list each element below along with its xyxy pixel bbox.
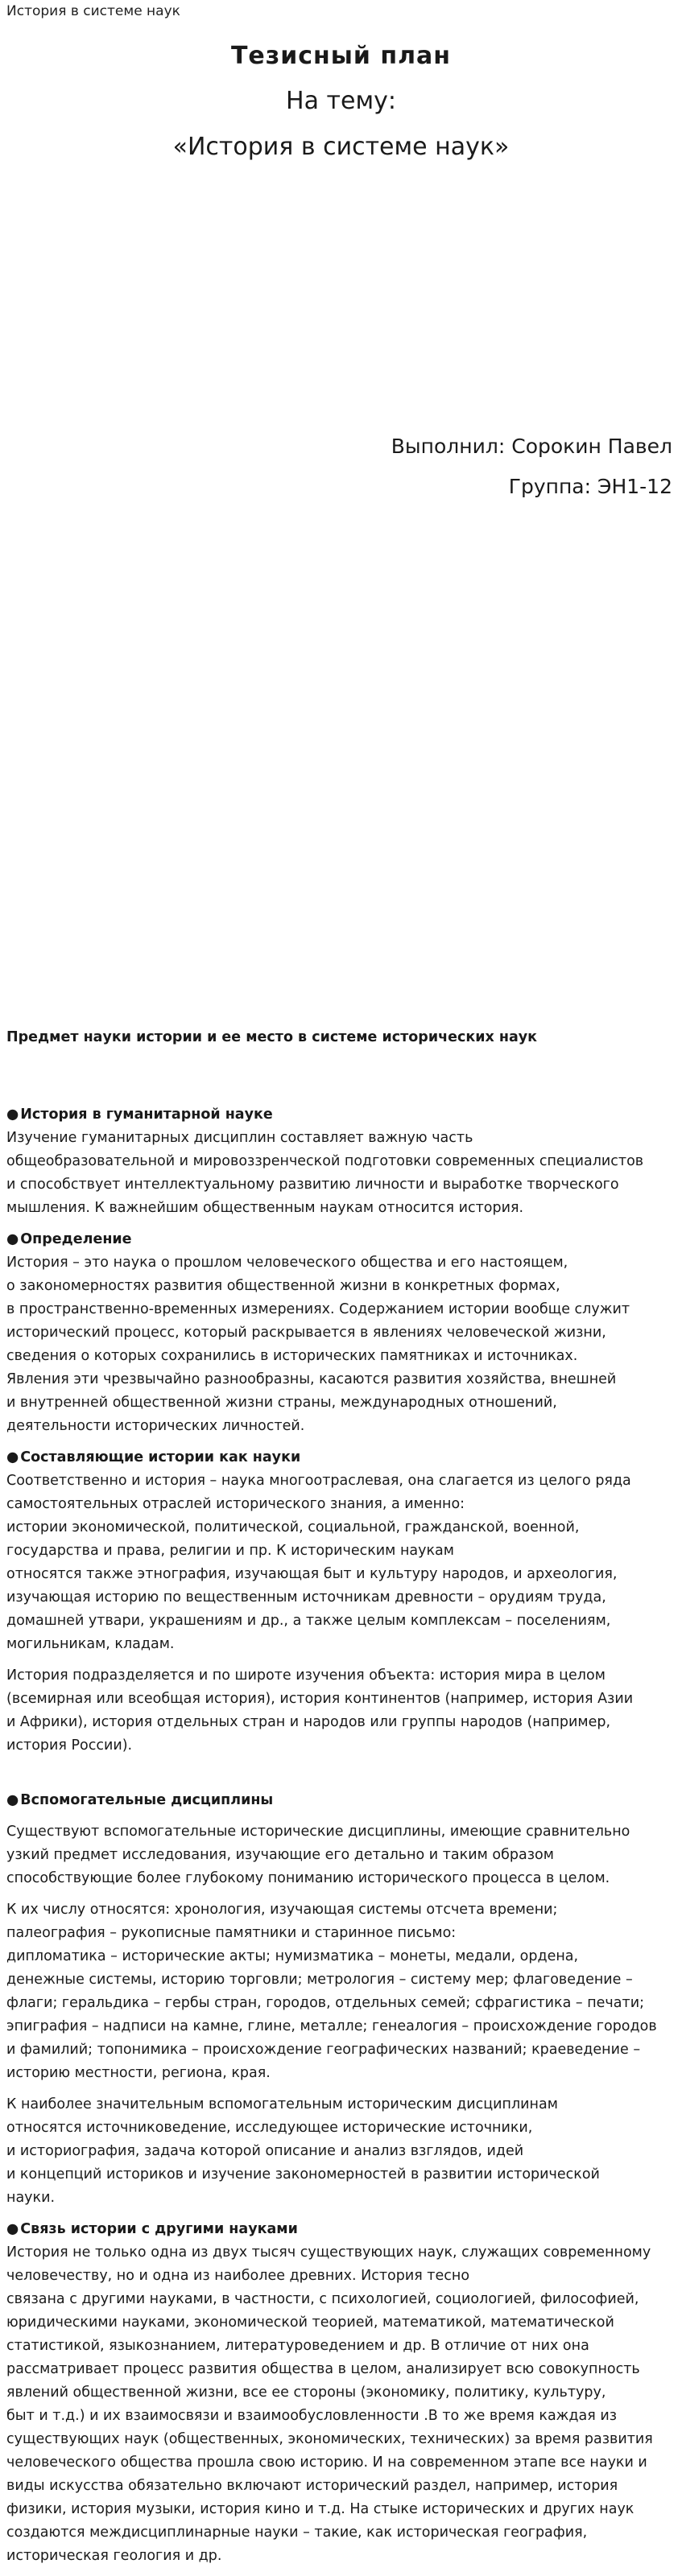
paragraph: К наиболее значительным вспомогательным историческим дисциплинам относятся источниковедение, исследующее исторические источники, и историография, задача которой описание и анализ взглядов, идей и концепций историков и изучение закономерностей в развитии исторической науки. — [6, 2096, 600, 2206]
bullet-icon: ● — [6, 1231, 19, 1247]
paragraph: Соответственно и история – наука многоотраслевая, она слагается из целого ряда самостоятельных отраслей исторического знания, а именно: истории экономической, политической, социальной, гражданской, военной, государства и права, религии и пр. К историческим наукам относятся также этнография, изучающая быт и культуру народов, и археология, изучающая историю по вещественным источникам древности – орудиям труда, домашней утвари, украшениям и др., а также целым комплексам – поселениям, могильникам, кладам. — [6, 1473, 631, 1652]
section-heading: ● Определение — [6, 1231, 132, 1247]
document-body — [6, 1026, 671, 2576]
paragraph: История – это наука о прошлом человеческого общества и его настоящем, о закономерностях развития общественной жизни в конкретных формах, в пространственно-временных измерениях. Содержанием истории вообще служит исторический процесс, который раскрывается в явлениях человеческой жизни, сведения о которых сохранились в исторических памятниках и источниках. Явления эти чрезвычайно разнообразны, касаются развития хозяйства, внешней и внутренней общественной жизни страны, международных отношений, деятельности исторических личностей. — [6, 1255, 630, 1434]
bullet-icon: ● — [6, 1107, 19, 1123]
main-heading: Предмет науки истории и ее место в системе исторических наук — [6, 1029, 538, 1045]
paragraph: К их числу относятся: хронология, изучающая системы отсчета времени; палеография – рукописные памятники и старинное письмо: дипломатика – исторические акты; нумизматика – монеты, медали, ордена, денежные системы, историю торговли; метрология – систему мер; флаговедение – флаги; геральдика – гербы стран, городов, отдельных семей; сфрагистика – печати; эпиграфия – надписи на камне, глине, металле; генеалогия – происхождение городов и фамилий; топонимика – происхождение географических названий; краеведение – историю местности, региона, края. — [6, 1902, 657, 2081]
paragraph: Изучение гуманитарных дисциплин составляет важную часть общеобразовательной и мировоззренческой подготовки современных специалистов и способствует интеллектуальному развитию личности и выработке творческого мышления. К важнейшим общественным наукам относится история. — [6, 1130, 644, 1216]
title-block — [0, 35, 682, 169]
topic-label: На тему: — [286, 87, 396, 115]
section-heading: ● История в гуманитарной науке — [6, 1107, 273, 1123]
bullet-icon: ● — [6, 1449, 19, 1465]
author-line: Выполнил: Сорокин Павел — [391, 435, 672, 458]
bullet-icon: ● — [6, 1792, 19, 1808]
paragraph: История подразделяется и по широте изучения объекта: история мира в целом (всемирная или всеобщая история), история континентов (например, история Азии и Африки), история отдельных стран и народов или группы народов (например, история России). — [6, 1667, 634, 1754]
paragraph: Существуют вспомогательные исторические дисциплины, имеющие сравнительно узкий предмет исследования, изучающие его детально и таким образом способствующие более глубокому пониманию исторического процесса в целом. — [6, 1824, 630, 1886]
section-heading: ● Связь истории с другими науками — [6, 2221, 298, 2237]
section-heading: ● Составляющие истории как науки — [6, 1449, 301, 1465]
document-header-title: История в системе наук — [6, 3, 180, 19]
topic-name: «История в системе наук» — [172, 133, 510, 161]
paragraph: История не только одна из двух тысяч существующих наук, служащих современному человечеству, но и одна из наиболее древних. История тесно связана с другими науками, в частности, с психологией, социологией, философией, юридическими науками, экономической теорией, математикой, математической статистикой, языкознанием, литературоведением и др. В отличие от них она рассматривает процесс развития общества в целом, анализирует всю совокупность явлений общественной жизни, все ее стороны (экономику, политику, культуру, быт и т.д.) и их взаимосвязи и взаимообусловленности .В то же время каждая из существующих наук (общественных, экономических, технических) за время развития человеческого общества прошла свою историю. И на современном этапе все науки и виды искусства обязательно включают исторический раздел, например, история физики, история музыки, история кино и т.д. На стыке исторических и других наук создаются междисциплинарные науки – такие, как историческая география, историческая геология и др. — [6, 2244, 653, 2564]
section-heading: ● Вспомогательные дисциплины — [6, 1792, 274, 1808]
author-block — [391, 427, 672, 507]
group-line: Группа: ЭН1-12 — [508, 475, 672, 498]
bullet-icon: ● — [6, 2221, 19, 2237]
thesis-title: Тезисный план — [230, 42, 452, 70]
